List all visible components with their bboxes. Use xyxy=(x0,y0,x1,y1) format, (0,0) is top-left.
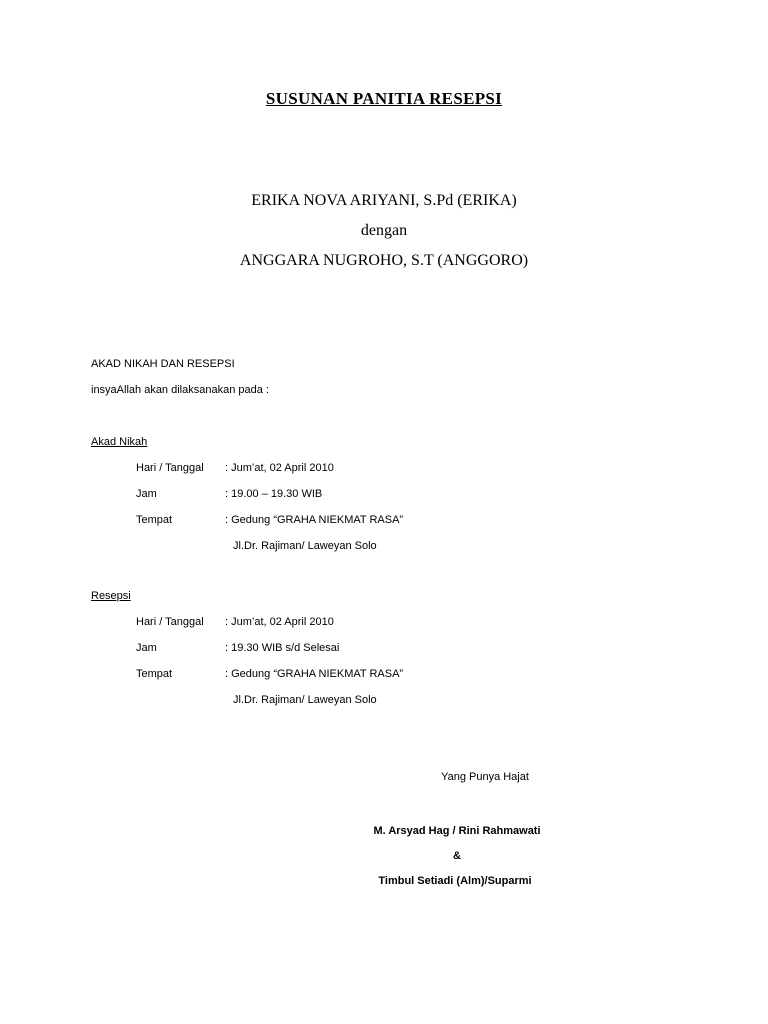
bride-name: ERIKA NOVA ARIYANI, S.Pd (ERIKA) xyxy=(251,192,517,209)
resepsi-heading: Resepsi xyxy=(91,590,131,602)
resepsi-time-value: : 19.30 WIB s/d Selesai xyxy=(225,642,340,654)
document-title: SUSUNAN PANITIA RESEPSI xyxy=(265,89,503,108)
host-ampersand: & xyxy=(453,850,461,862)
akad-heading: Akad Nikah xyxy=(91,436,148,448)
resepsi-place-value: : Gedung “GRAHA NIEKMAT RASA” xyxy=(225,668,404,680)
resepsi-date-label: Hari / Tanggal xyxy=(136,616,204,628)
host-family-1: M. Arsyad Hag / Rini Rahmawati xyxy=(373,825,541,837)
host-label: Yang Punya Hajat xyxy=(441,771,529,783)
resepsi-date-value: : Jum’at, 02 April 2010 xyxy=(225,616,334,628)
akad-time-label: Jam xyxy=(136,488,157,500)
section-heading: AKAD NIKAH DAN RESEPSI xyxy=(91,358,235,370)
host-family-2: Timbul Setiadi (Alm)/Suparmi xyxy=(378,875,532,887)
resepsi-time-label: Jam xyxy=(136,642,157,654)
groom-name: ANGGARA NUGROHO, S.T (ANGGORO) xyxy=(239,252,529,269)
akad-place-label: Tempat xyxy=(136,514,173,526)
akad-date-value: : Jum’at, 02 April 2010 xyxy=(225,462,334,474)
resepsi-place-label: Tempat xyxy=(136,668,173,680)
conjunction-text: dengan xyxy=(360,222,408,239)
resepsi-address: Jl.Dr. Rajiman/ Laweyan Solo xyxy=(233,694,377,706)
akad-time-value: : 19.00 – 19.30 WIB xyxy=(225,488,323,500)
akad-place-value: : Gedung “GRAHA NIEKMAT RASA” xyxy=(225,514,404,526)
akad-address: Jl.Dr. Rajiman/ Laweyan Solo xyxy=(233,540,377,552)
akad-date-label: Hari / Tanggal xyxy=(136,462,204,474)
intro-text: insyaAllah akan dilaksanakan pada : xyxy=(91,384,269,396)
